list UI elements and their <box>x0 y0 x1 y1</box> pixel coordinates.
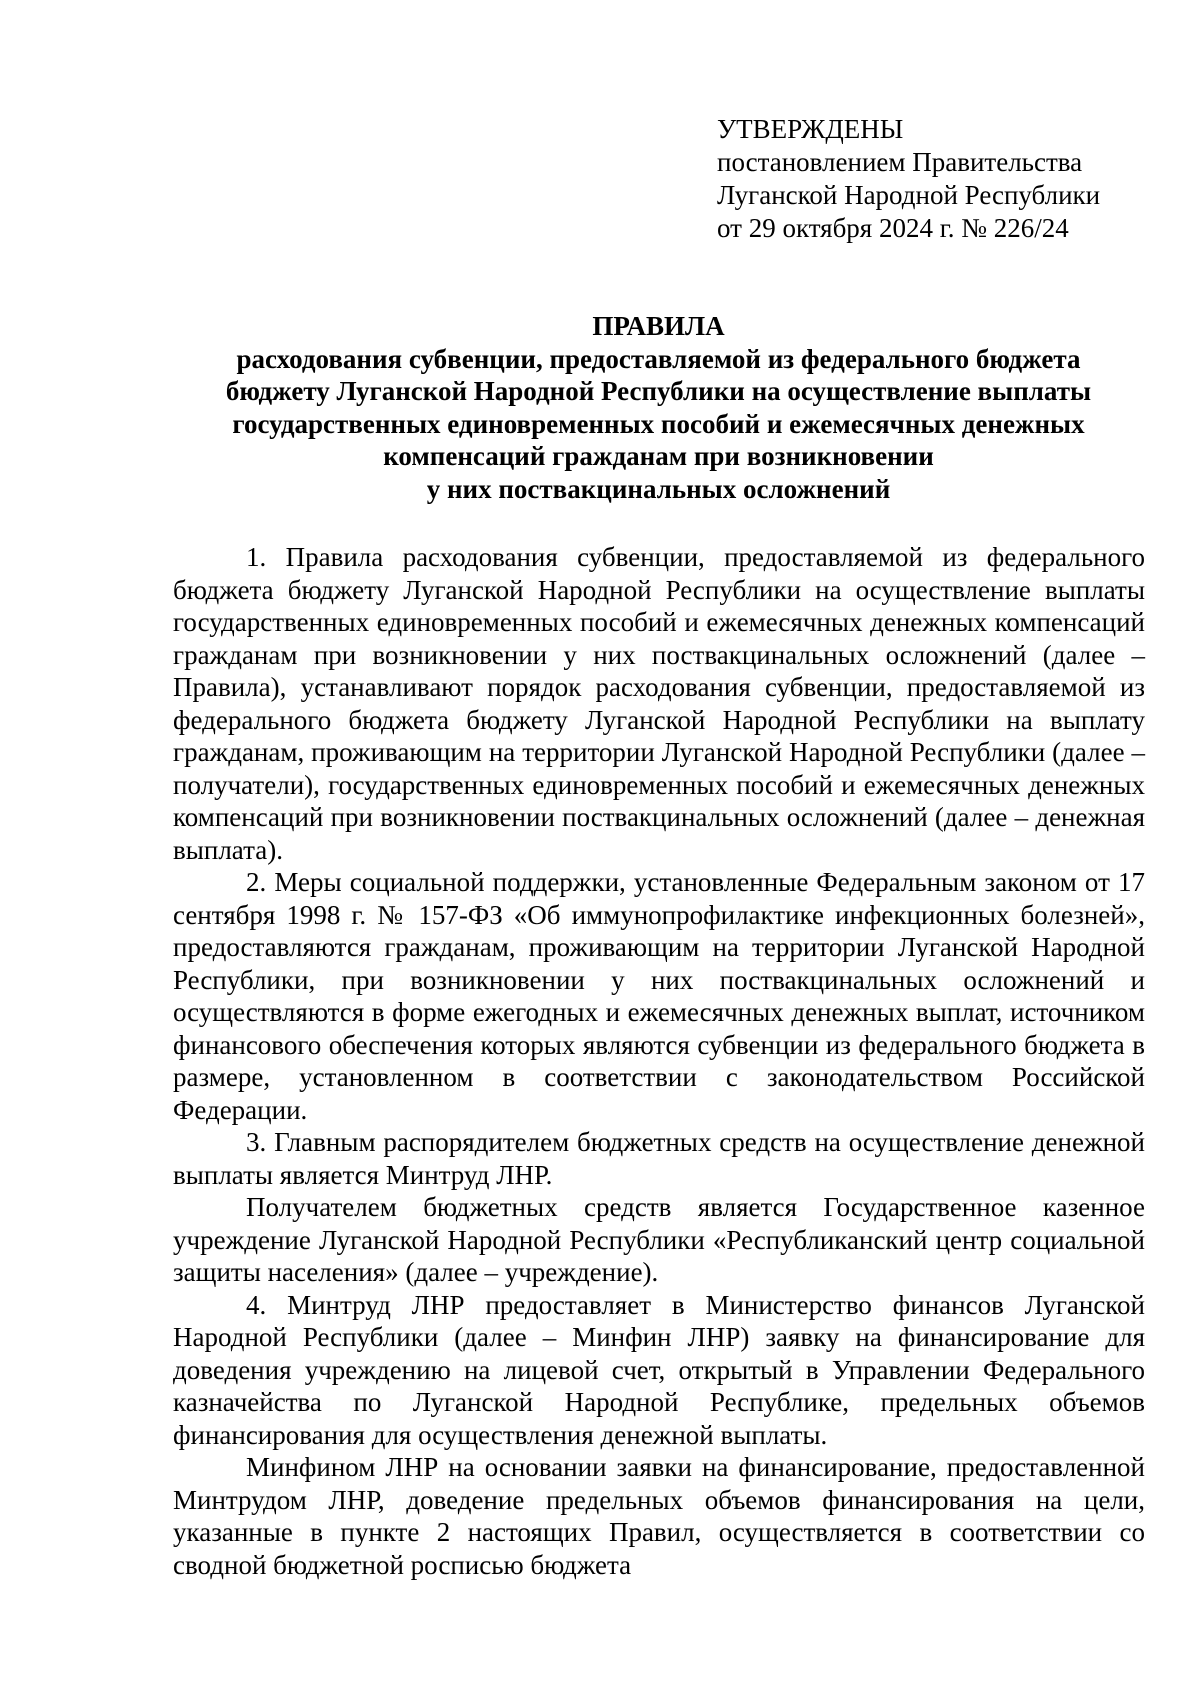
paragraph-3-recipient: Получателем бюджетных средств является Государственное казенное учреждение Луганской Народной Республики «Республиканский центр социальной защиты населения» (далее – учреждение). <box>173 1192 1145 1287</box>
title-line: компенсаций гражданам при возникновении <box>383 441 934 471</box>
paragraph-1: 1. Правила расходования субвенции, предоставляемой из федерального бюджета бюджету Луганской Народной Республики на осуществление выплаты государственных единовременных пособий и ежемесячных денежных компенсаций гражданам при возникновении у них поствакцинальных осложнений (далее – Правила), устанавливают порядок расходования субвенции, предоставляемой из федерального бюджета бюджету Луганской Народной Республики на выплату гражданам, проживающим на территории Луганской Народной Республики (далее – получатели), государственных единовременных пособий и ежемесячных денежных компенсаций при возникновении поствакцинальных осложнений (далее – денежная выплата). <box>173 542 1145 865</box>
approval-title: УТВЕРЖДЕНЫ <box>717 114 904 144</box>
approval-date-number: от 29 октября 2024 г. № 226/24 <box>717 213 1069 243</box>
paragraph-4-minfin: Минфином ЛНР на основании заявки на финансирование, предоставленной Минтрудом ЛНР, доведение предельных объемов финансирования на цели, указанные в пункте 2 настоящих Правил, осуществляется в соответствии со сводной бюджетной росписью бюджета <box>173 1452 1145 1580</box>
approval-stamp <box>717 113 1157 245</box>
title-line: у них поствакцинальных осложнений <box>426 473 891 504</box>
paragraph-2: 2. Меры социальной поддержки, установленные Федеральным законом от 17 сентября 1998 г. № 157-ФЗ «Об иммунопрофилактике инфекционных болезней», предоставляются гражданам, проживающим на территории Луганской Народной Республики, при возникновении у них поствакцинальных осложнений и осуществляются в форме ежегодных и ежемесячных денежных выплат, источником финансового обеспечения которых являются субвенции из федерального бюджета в размере, установленном в соответствии с законодательством Российской Федерации. <box>173 867 1145 1125</box>
title-heading: ПРАВИЛА <box>592 311 725 341</box>
paragraph-4: 4. Минтруд ЛНР предоставляет в Министерство финансов Луганской Народной Республики (далее – Минфин ЛНР) заявку на финансирование для доведения учреждению на лицевой счет, открытый в Управлении Федерального казначейства по Луганской Народной Республике, предельных объемов финансирования для осуществления денежной выплаты. <box>173 1289 1145 1450</box>
approval-government-line: Луганской Народной Республики <box>717 180 1101 210</box>
title-line: бюджету Луганской Народной Республики на осуществление выплаты <box>225 376 1092 406</box>
title-line: государственных единовременных пособий и ежемесячных денежных <box>232 408 1085 439</box>
approval-resolution-line: постановлением Правительства <box>717 147 1083 177</box>
paragraph-3: 3. Главным распорядителем бюджетных средств на осуществление денежной выплаты является Минтруд ЛНР. <box>173 1127 1145 1190</box>
document-title <box>160 310 1157 505</box>
title-line: расходования субвенции, предоставляемой из федерального бюджета <box>236 343 1081 374</box>
document-body <box>173 541 1145 1581</box>
